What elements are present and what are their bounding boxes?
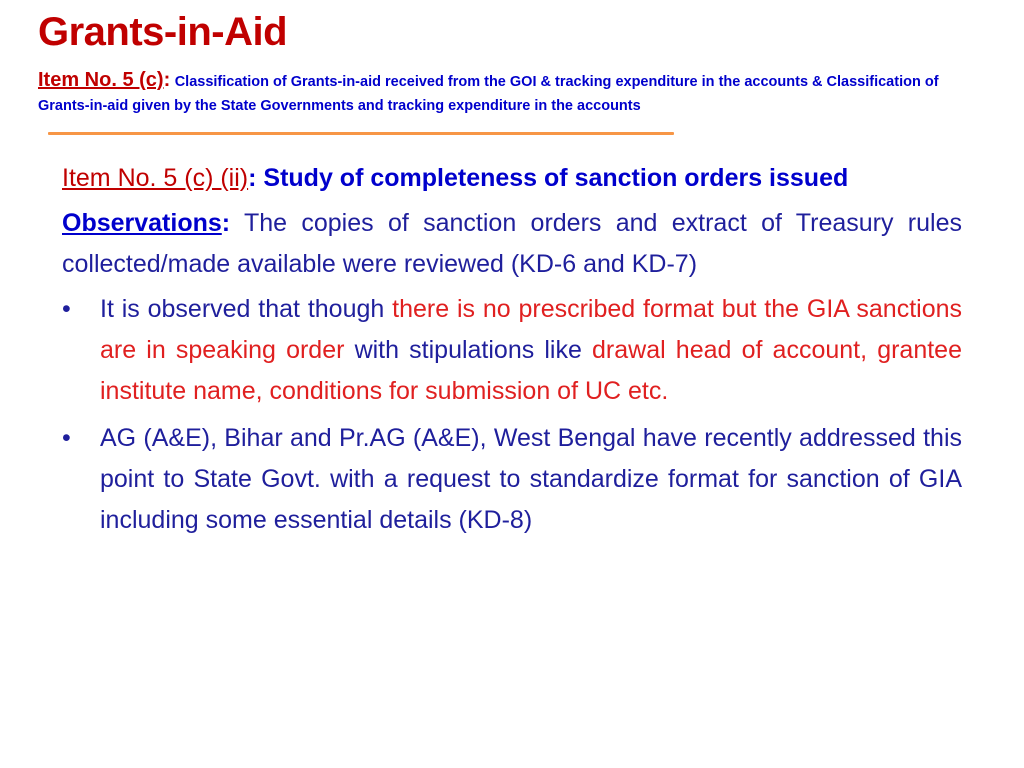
observations-paragraph bbox=[62, 203, 962, 285]
slide-subtitle bbox=[38, 68, 988, 118]
observations-separator: : bbox=[221, 209, 231, 237]
observations-label: Observations bbox=[62, 209, 222, 237]
slide-body bbox=[62, 158, 962, 547]
observation-bullets bbox=[62, 289, 962, 541]
bullet-item bbox=[62, 289, 962, 412]
bullet-1-highlight-2: drawal head of account, grantee institute name, conditions for submission of UC etc. bbox=[100, 336, 962, 405]
bullet-2-text: AG (A&E), Bihar and Pr.AG (A&E), West Bengal have recently addressed this point to State Govt. with a request to standardize format for sanction of GIA including some essential details (KD-8) bbox=[100, 424, 962, 534]
section-separator: : bbox=[248, 164, 257, 192]
bullet-icon: • bbox=[62, 295, 71, 323]
title-divider bbox=[48, 132, 674, 135]
bullet-1-highlight-1: there is no prescribed format but the GIA sanctions are in speaking order bbox=[100, 295, 963, 364]
subtitle-description: Classification of Grants-in-aid received from the GOI & tracking expenditure in the accounts & Classification of Grants-in-aid given by the State Governments and tracking expenditure in the accounts bbox=[38, 74, 939, 114]
bullet-item bbox=[62, 418, 962, 541]
bullet-1-part3: with stipulations like bbox=[344, 336, 593, 364]
subtitle-separator: : bbox=[163, 69, 171, 91]
slide-title: Grants-in-Aid bbox=[38, 10, 288, 54]
section-item-label: Item No. 5 (c) (ii) bbox=[62, 164, 249, 192]
observations-text: The copies of sanction orders and extract of Treasury rules collected/made available were reviewed (KD-6 and KD-7) bbox=[62, 209, 962, 278]
bullet-icon: • bbox=[62, 424, 71, 452]
section-heading-text: Study of completeness of sanction orders issued bbox=[263, 164, 849, 192]
bullet-1-part1: It is observed that though bbox=[100, 295, 393, 323]
subtitle-item-label: Item No. 5 (c) bbox=[38, 69, 164, 91]
section-heading bbox=[62, 158, 962, 199]
